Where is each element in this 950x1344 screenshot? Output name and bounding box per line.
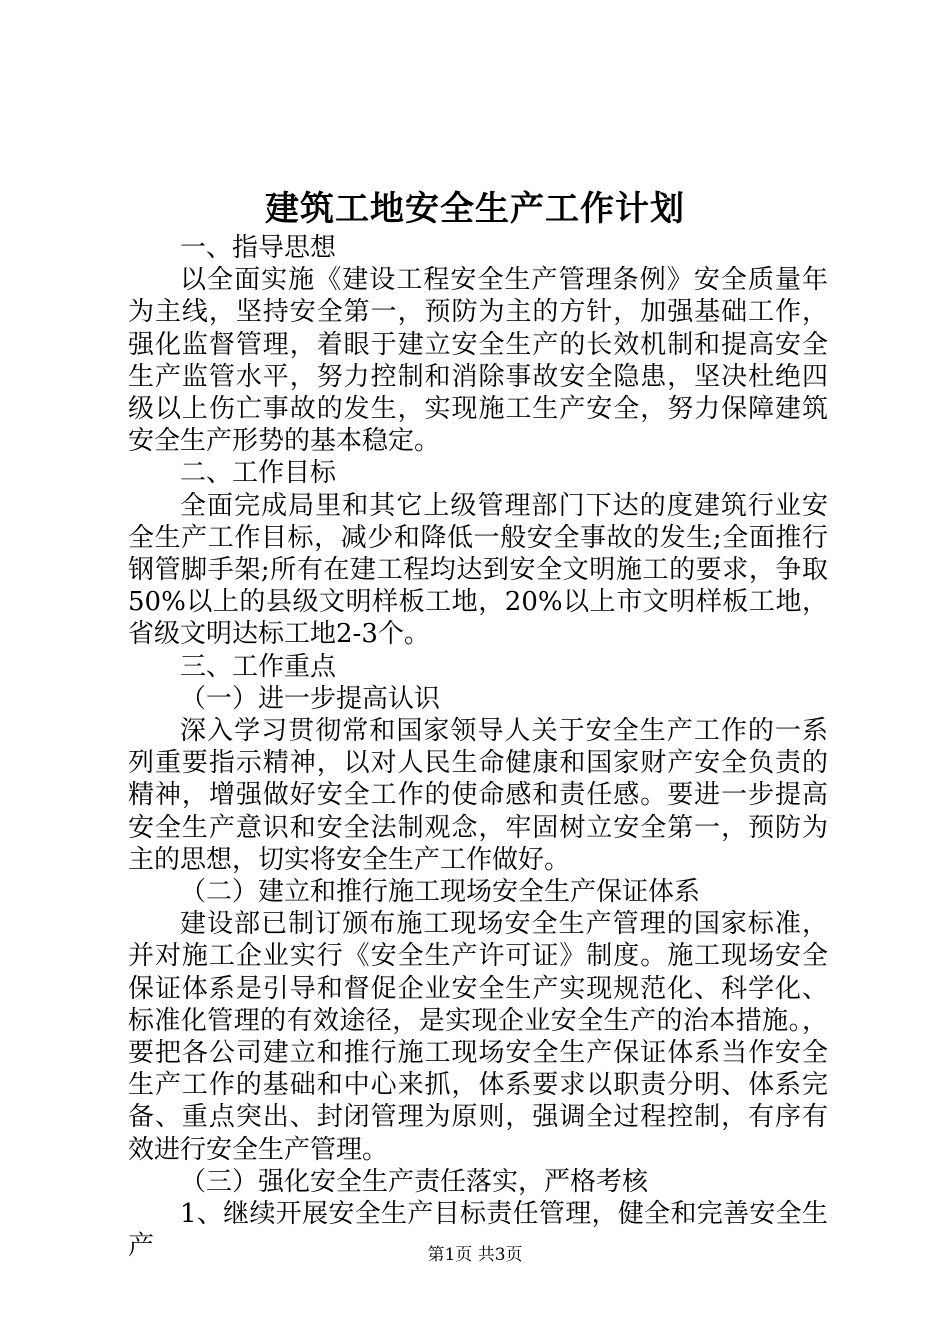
document-body [128, 232, 828, 1263]
page-number: 第1页 共3页 [427, 1245, 523, 1265]
paragraph-responsibility: 1、继续开展安全生产目标责任管理，健全和完善安全生产 [128, 1199, 828, 1262]
section-heading-guiding-thought: 一、指导思想 [180, 233, 337, 263]
paragraph-assurance-system: 建设部已制订颁布施工现场安全生产管理的国家标准，并对施工企业实行《安全生产许可证》制度。施工现场安全保证体系是引导和督促企业安全生产实现规范化、科学化、标准化管理的有效途径，是实现企业安全生产的治本措施。，要把各公司建立和推行施工现场安全生产保证体系当作安全生产工作的基础和中心来抓，体系要求以职责分明、体系完备、重点突出、封闭管理为原则，强调全过程控制，有序有效进行安全生产管理。 [128, 909, 828, 1165]
document-title: 建筑工地安全生产工作计划 [265, 189, 685, 229]
section-heading-work-goals: 二、工作目标 [180, 458, 337, 489]
paragraph-awareness: 深入学习贯彻常和国家领导人关于安全生产工作的一系列重要指示精神，以对人民生命健康和国家财产安全负责的精神，增强做好安全工作的使命感和责任感。要进一步提高安全生产意识和安全法制观念，牢固树立安全第一，预防为主的思想，切实将安全生产工作做好。 [128, 716, 828, 875]
subsection-heading-assurance-system: （二）建立和推行施工现场安全生产保证体系 [180, 877, 701, 908]
paragraph-guiding-thought: 以全面实施《建设工程安全生产管理条例》安全质量年为主线，坚持安全第一，预防为主的方针，加强基础工作，强化监督管理，着眼于建立安全生产的长效机制和提高安全生产监管水平，努力控制和消除事故安全隐患，坚决杜绝四级以上伤亡事故的发生，实现施工生产安全，努力保障建筑安全生产形势的基本稳定。 [128, 265, 828, 457]
paragraph-work-goals: 全面完成局里和其它上级管理部门下达的度建筑行业安全生产工作目标，减少和降低一般安全事故的发生;全面推行钢管脚手架;所有在建工程均达到安全文明施工的要求，争取50%以上的县级文明样板工地，20%以上市文明样板工地，省级文明达标工地2-3个。 [128, 490, 828, 650]
subsection-heading-awareness: （一）进一步提高认识 [180, 683, 441, 714]
subsection-heading-responsibility: （三）强化安全生产责任落实，严格考核 [180, 1166, 649, 1197]
section-heading-work-focus: 三、工作重点 [180, 651, 337, 682]
